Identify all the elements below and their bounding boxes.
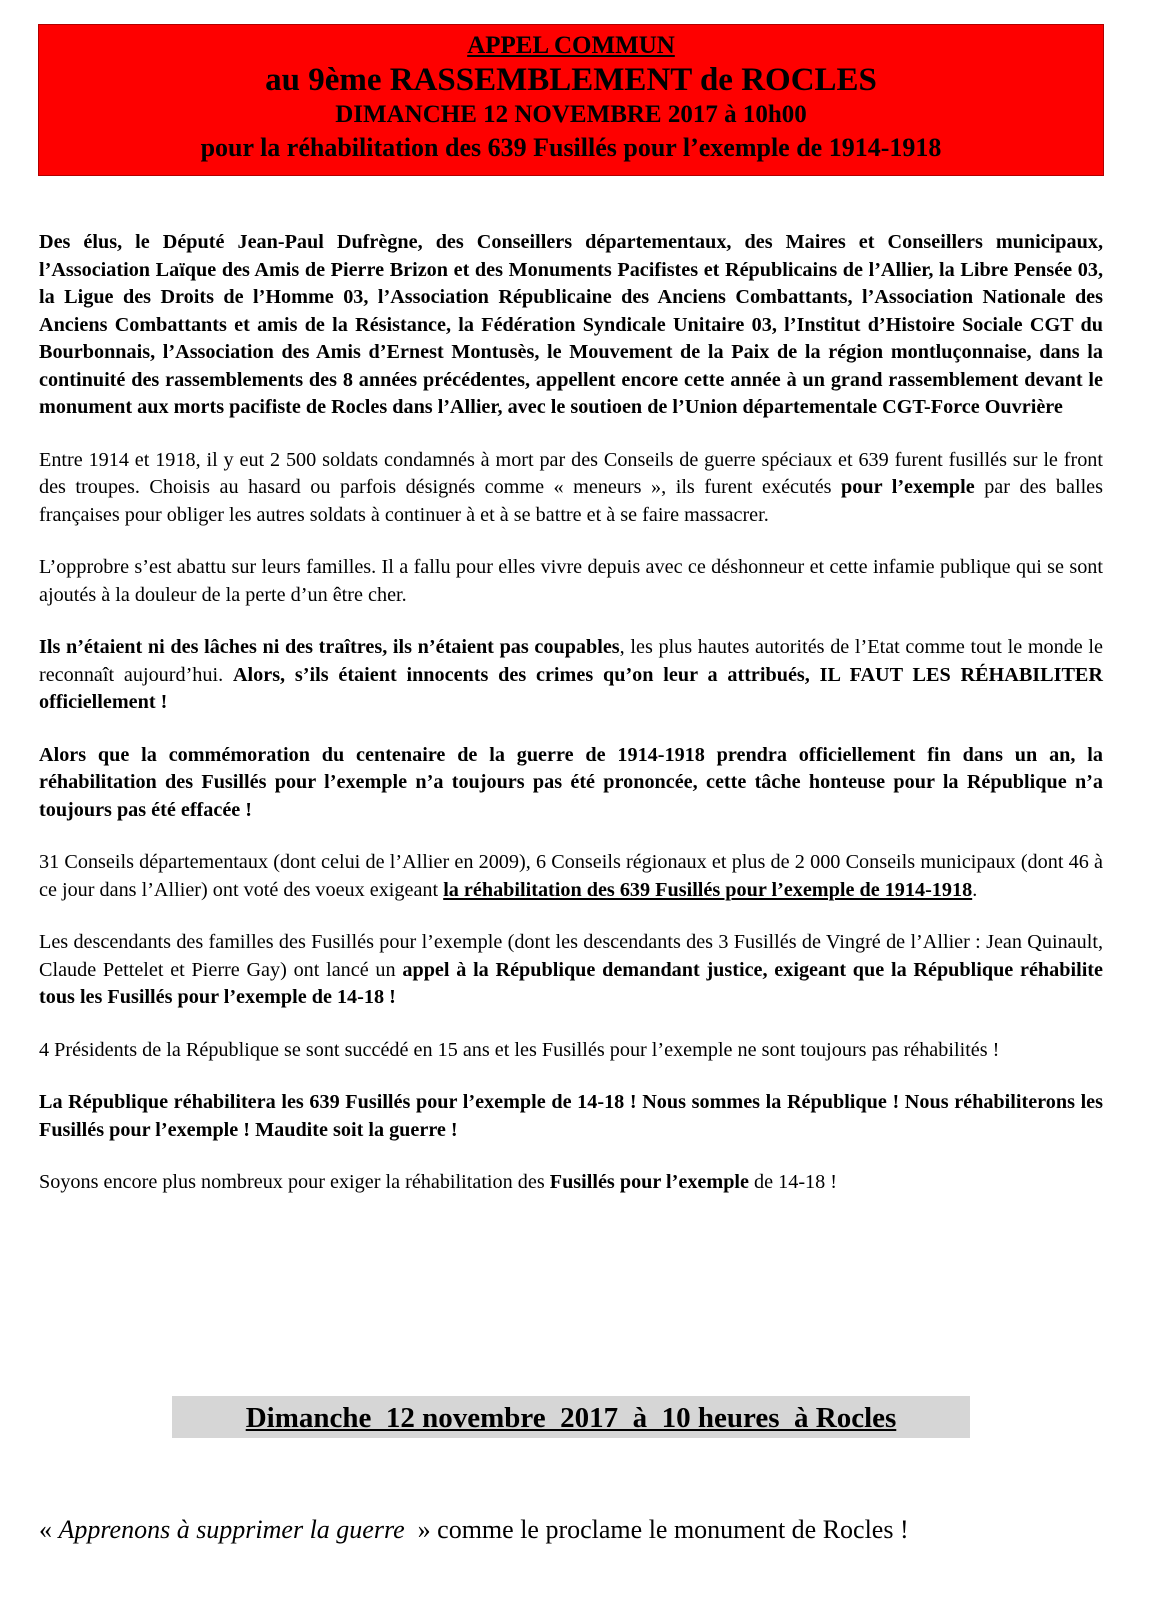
event-date-text: Dimanche 12 novembre 2017 à 10 heures à Rocles [245,1402,897,1434]
text-run-bold: Fusillés pour l’exemple [549,1171,749,1193]
paragraph-innocence [39,634,1103,717]
text-run: Soyons encore plus nombreux pour exiger la réhabilitation des [39,1171,550,1193]
paragraph-families: L’opprobre s’est abattu sur leurs familles. Il a fallu pour elles vivre depuis avec ce déshonneur et cette infamie publique qui se sont ajoutés à la douleur de la perte d’un être cher. [39,556,1103,606]
quote-italic: Apprenons à supprimer la guerre [58,1515,405,1544]
text-run-bold: appel à la République demandant justice, exigeant que la République réhabilite tous les Fusillés pour l’exemple de 14-18 ! [39,958,1103,1008]
paragraph-call [39,1169,1103,1197]
banner-date: DIMANCHE 12 NOVEMBRE 2017 à 10h00 [335,101,807,128]
text-run: , les plus hautes autorités de l’Etat comme tout le monde le reconnaît aujourd’hui. [39,636,1103,686]
text-run: Entre 1914 et 1918, il y eut 2 500 soldats condamnés à mort par des Conseils de guerre spéciaux et 639 furent fusillés sur le front des troupes. Choisis au hasard ou parfois désignés comme « meneurs », ils furent exécutés [39,448,1103,498]
text-run: . [972,878,978,901]
paragraph-councils [39,849,1103,904]
text-run: Les descendants des familles des Fusillés pour l’exemple (dont les descendants des 3 Fusillés de Vingré de l’Allier : Jean Quinault, Claude Pettelet et Pierre Gay) ont lancé un [39,931,1103,981]
event-date-box [172,1396,970,1438]
text-run: par des balles françaises pour obliger les autres soldats à continuer à et à se battre et à se faire massacrer. [39,476,1103,526]
quote-rest: » comme le proclame le monument de Rocles ! [404,1515,909,1544]
banner-subtitle: au 9ème RASSEMBLEMENT de ROCLES [265,62,877,98]
closing-quote [39,1514,909,1546]
text-run: 31 Conseils départementaux (dont celui de l’Allier en 2009), 6 Conseils régionaux et plus de 2 000 Conseils municipaux (dont 46 à ce jour dans l’Allier) ont voté des voeux exigeant [39,851,1103,901]
paragraph-history [39,447,1103,530]
banner-purpose: pour la réhabilitation des 639 Fusillés pour l’exemple de 1914-1918 [200,133,942,162]
text-run: de 14-18 ! [749,1171,838,1193]
paragraph-signatories: Des élus, le Député Jean-Paul Dufrègne, des Conseillers départementaux, des Maires et Conseillers municipaux, l’Association Laïque des Amis de Pierre Brizon et des Monuments Pacifistes et Républicains de l’Allier, la Libre Pensée 03, la Ligue des Droits de l’Homme 03, l’Association Républicaine des Anciens Combattants, l’Association Nationale des Anciens Combattants et amis de la Résistance, la Fédération Syndicale Unitaire 03, l’Institut d’Histoire Sociale CGT du Bourbonnais, l’Association des Amis d’Ernest Montusès, le Mouvement de la Paix de la région montluçonnaise, dans la continuité des rassemblements des 8 années précédentes, appellent encore cette année à un grand rassemblement devant le monument aux morts pacifiste de Rocles dans l’Allier, avec le soutioen de l’Union départementale CGT-Force Ouvrière [39,231,1103,418]
banner-title: APPEL COMMUN [467,32,675,59]
quote-open: « [39,1515,59,1544]
text-run-bold: pour l’exemple [841,476,975,498]
paragraph-republic: La République réhabilitera les 639 Fusillés pour l’exemple de 14-18 ! Nous sommes la République ! Nous réhabiliterons les Fusillés pour l’exemple ! Maudite soit la guerre ! [39,1091,1103,1141]
paragraph-centenary: Alors que la commémoration du centenaire de la guerre de 1914-1918 prendra officiellement fin dans un an, la réhabilitation des Fusillés pour l’exemple n’a toujours pas été prononcée, cette tâche honteuse pour la République n’a toujours pas été effacée ! [39,743,1103,821]
text-run-bold: Ils n’étaient ni des lâches ni des traîtres, ils n’étaient pas coupables [39,636,620,658]
text-run-bold-underline: la réhabilitation des 639 Fusillés pour l’exemple de 1914-1918 [443,878,973,901]
document-body [39,229,1103,1222]
paragraph-presidents: 4 Présidents de la République se sont succédé en 15 ans et les Fusillés pour l’exemple ne sont toujours pas réhabilités ! [39,1038,1000,1061]
header-banner [38,24,1104,176]
text-run-bold: Alors, s’ils étaient innocents des crimes qu’on leur a attribués, IL FAUT LES RÉHABILITER officiellement ! [39,663,1103,713]
paragraph-descendants [39,929,1103,1012]
